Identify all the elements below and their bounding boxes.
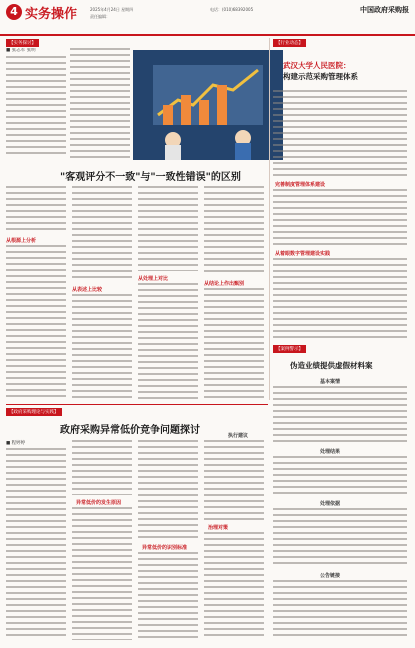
body-text [138,440,198,540]
bottom-sub-4: 执行建议 [228,433,249,439]
left-article-intro [6,48,66,158]
body-text [273,386,407,444]
bottom-author: ■ 程婷婷 [6,441,26,446]
case-sub-3: 处理依据 [320,501,341,507]
case-sub-2: 处理结果 [320,449,341,455]
right-title-1: 武汉大学人民医院： [283,61,351,70]
bottom-title: 政府采购异常低价竞争问题探讨 [60,425,200,436]
article-title: "客观评分不一致"与"一致性错误"的区别 [60,172,241,183]
body-text [273,508,407,568]
body-text [273,456,407,496]
case-sub-1: 基本案情 [320,379,341,385]
body-text [138,552,198,640]
case-sub-4: 公告链接 [320,573,341,579]
body-text [72,507,132,640]
body-text [6,186,66,234]
body-text [138,186,198,271]
body-text [273,90,407,178]
body-text [70,48,130,158]
body-text [72,186,132,282]
body-text [6,56,66,156]
body-text [273,580,407,640]
article-tag: 【实务探讨】 [6,39,39,47]
column-divider [269,38,270,400]
bottom-sub-3: 治理对策 [208,525,229,531]
subhead-1: 从根源上分析 [6,238,37,244]
body-text [72,294,132,400]
body-text [6,245,66,400]
bottom-sub-2: 异常低价的识别标准 [142,545,188,551]
page-number: 4 [6,4,22,20]
bottom-tag: 【政府采购理论与实践】 [6,408,62,416]
case-tag: 【案例警示】 [273,345,306,353]
right-tag: 【行业动态】 [273,39,306,47]
editor-line: 责任编辑： [90,14,110,19]
body-text [273,189,407,247]
illustration-image [133,50,283,160]
brand-logo: 中国政府采购报 [360,5,409,14]
date-line: 2025年4月24日 星期四 [90,7,134,12]
body-text [138,283,198,400]
body-text [204,186,264,276]
right-title-2: 构建示范采购管理体系 [283,72,358,81]
body-text [6,448,66,640]
right-sub-2: 从着眼数字管理建设实践 [275,251,331,257]
case-title: 伪造业绩提供虚假材料案 [290,361,373,370]
subhead-4: 从结论上作出甄别 [204,281,245,287]
body-text [204,440,264,520]
section-rule [6,404,268,405]
body-text [273,258,407,340]
article-author: ■ 张志军 张明 [6,48,36,53]
subhead-2: 从表述上比较 [72,287,103,293]
illustration-graphic [133,50,283,160]
subhead-3: 从处理上对比 [138,276,169,282]
contact-line: 电话：(010)68392005 [210,7,254,12]
body-text [72,440,132,495]
section-name: 实务操作 [25,7,78,22]
bottom-sub-1: 异常低价的发生原因 [76,500,122,506]
body-text [204,532,264,640]
body-text [204,288,264,400]
right-sub-1: 完善制度管理体系建设 [275,182,326,188]
